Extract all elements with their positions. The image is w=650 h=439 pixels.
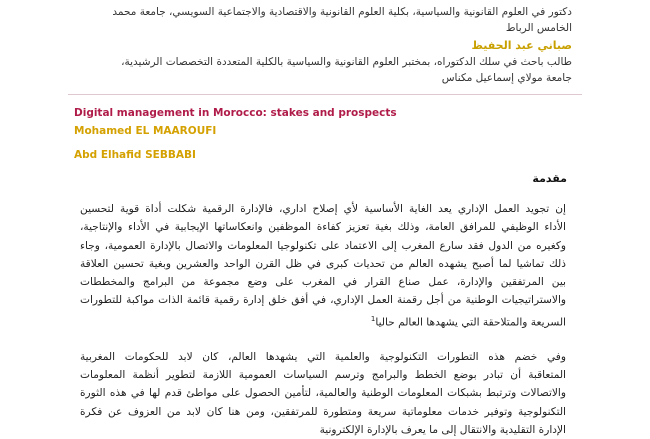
paragraph-line: ذلك تماشيا لما أصبح يشهده العالم من تحديات كبرى في ظل القرن الواحد والعشرين وبغية تحسين العلاقة <box>80 257 566 270</box>
english-title-block <box>74 106 397 162</box>
paragraph-2 <box>80 348 566 439</box>
section-heading: مقدمة <box>532 172 567 185</box>
paragraph-line: إن تجويد العمل الإداري يعد الغاية الأساسية لأي إصلاح اداري، فالإدارة الرقمية شكلت أداة قوية لتحسين <box>80 203 566 215</box>
footnote-marker[interactable]: 1 <box>370 314 376 323</box>
paragraph-line-text: السريعة والمتلاحقة التي يشهدها العالم حاليا <box>375 316 566 329</box>
paragraph-line: وكغيره من الدول فقد سارع المغرب إلى الاعتماد على تكنولوجيا المعلومات والاتصال بالإدارة العمومية، وجاء <box>80 239 566 252</box>
paragraph-line: الإدارة التقليدية والانتقال إلى ما يعرف بالإدارة الإلكترونية <box>319 423 566 436</box>
authors-arabic <box>68 0 572 86</box>
author1-affiliation-line: دكتور في العلوم القانونية والسياسية، بكلية العلوم القانونية والاقتصادية والاجتماعية السويسي، جامعة محمد <box>112 6 572 18</box>
paragraph-line: التكنولوجية وتوفير خدمات معلوماتية سريعة ومتطورة للمرتفقين، ومن هنا كان لابد من العزوف عن فكرة <box>80 405 566 418</box>
author2-name: صباني عبد الحفيظ <box>471 39 572 52</box>
body-text <box>80 200 566 439</box>
english-title: Digital management in Morocco: stakes and prospects <box>74 107 397 119</box>
paragraph-line: الأداء الوظيفي للمرافق العامة، وذلك بغية تعزيز كفاءة الموظفين وانعكاساتها الإيجابية في الأداء والإنتاجية، <box>80 221 566 234</box>
paragraph-1 <box>80 200 566 332</box>
author1-affiliation-line: الخامس الرباط <box>505 22 572 34</box>
paragraph-line: وفي خضم هذه التطورات التكنولوجية والعلمية التي يشهدها العالم، كان لابد للحكومات المغربية <box>80 350 566 363</box>
english-author-2: Abd Elhafid SEBBABI <box>74 149 196 161</box>
paragraph-line: والاتصالات وترتبط بشبكات المعلومات الوطنية والعالمية، لتأمين الحصول على مواطئ قدم لها في هذه الثورة <box>80 387 566 400</box>
author2-affiliation-line: طالب باحث في سلك الدكتوراه، بمختبر العلوم القانونية والسياسية بالكلية المتعددة التخصصات الرشيدية، <box>121 56 572 68</box>
english-author-1: Mohamed EL MAAROUFI <box>74 125 217 137</box>
paragraph-line: بين المرتفقين والإدارة، عمل صناع القرار في المغرب على وضع مجموعة من البرامج والمخططات <box>80 276 566 289</box>
paragraph-line: المتعاقبة أن تبادر بوضع الخطط والبرامج وترسم السياسات العمومية اللازمة لتطوير أنظمة المعلومات <box>80 368 566 381</box>
section-divider <box>68 94 582 95</box>
paragraph-last-line <box>80 310 566 332</box>
paragraph-line: والاستراتيجيات الوطنية من أجل رقمنة العمل الإداري، في أفق خلق إدارة رقمية قائمة الذات مواكبة للتطورات <box>80 294 566 307</box>
author2-affiliation-line: جامعة مولاي إسماعيل مكناس <box>441 72 572 84</box>
